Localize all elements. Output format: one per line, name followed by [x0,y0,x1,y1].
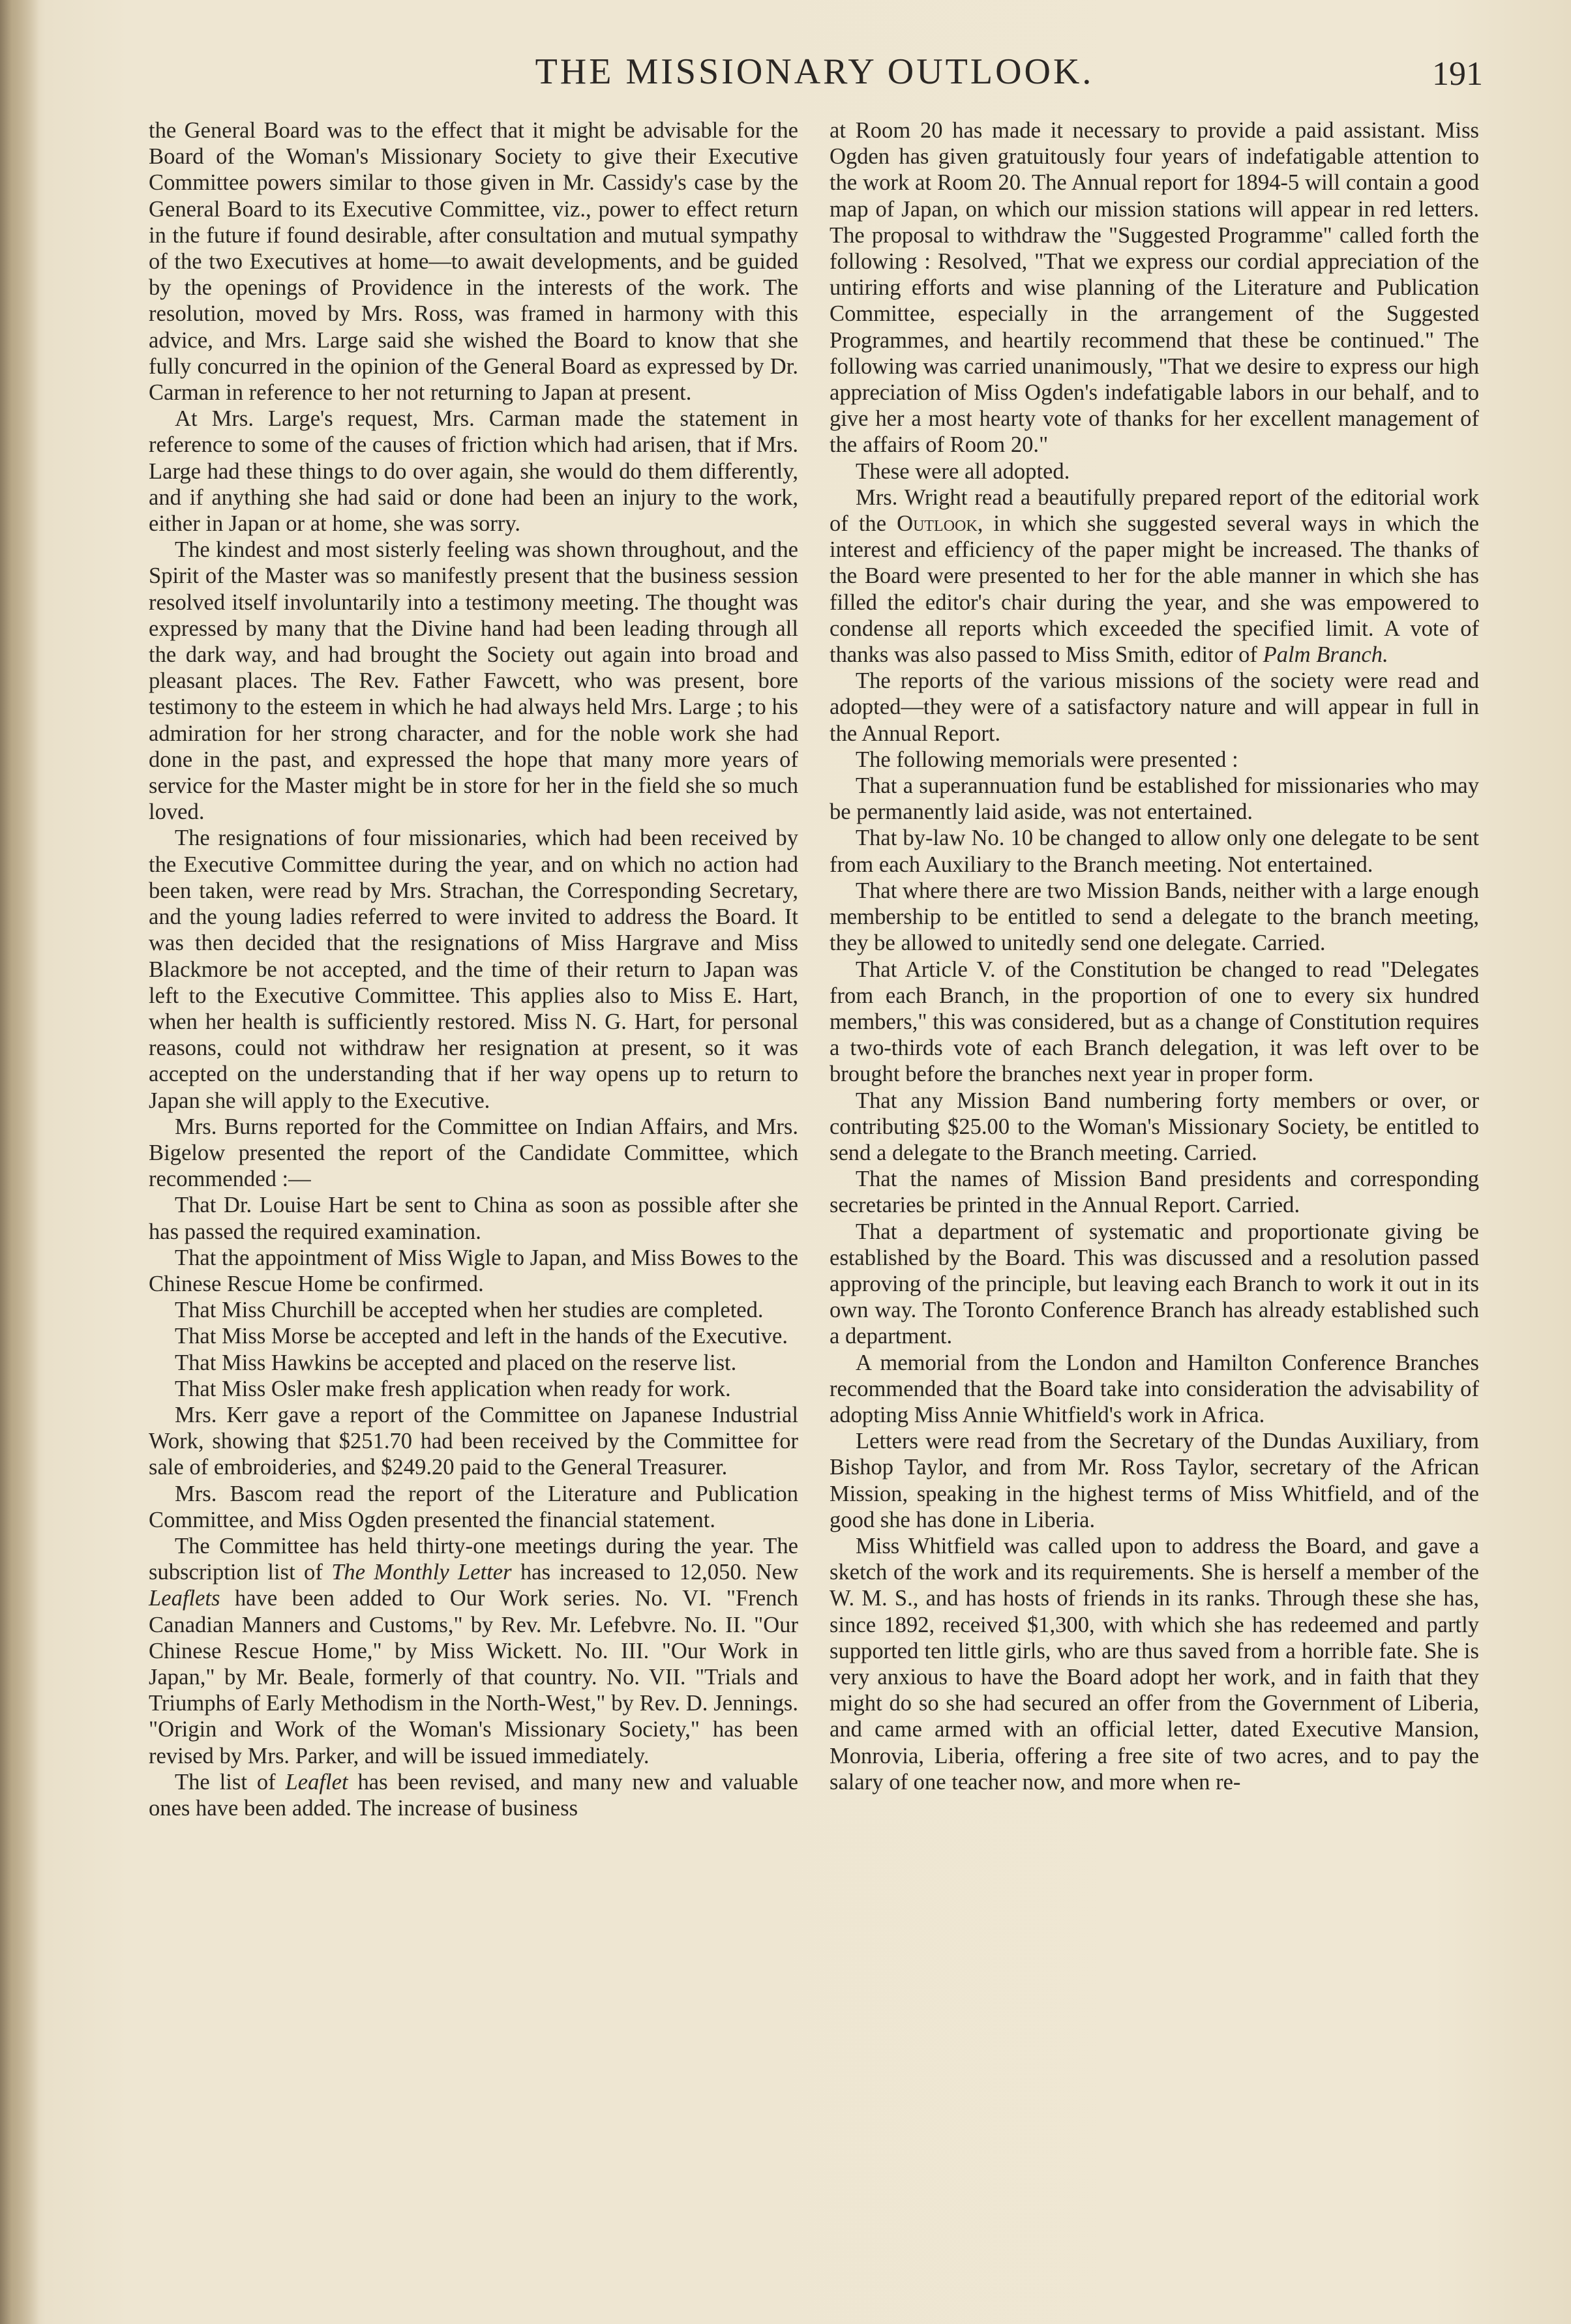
paragraph: Miss Whitfield was called upon to address the Board, and gave a sketch of the work and its requirements. She is herself a member of the W. M. S., and has hosts of friends in its ranks. Through these she has, since 1892, received $1,300, with which she has redeemed and partly supported ten little girls, who are thus saved from a horrible fate. She is very anxious to have the Board adopt her work, and in faith that they might do so she had secured an offer from the Government of Liberia, and came armed with an official letter, dated Executive Mansion, Monrovia, Liberia, offering a free site of two acres, and to pay the salary of one teacher now, and more when re- [830,1533,1479,1795]
paragraph: The following memorials were presented : [856,747,1238,772]
paragraph: The resignations of four missionaries, which had been received by the Executive Committee during the year, and on which no action had been taken, were read by Mrs. Strachan, the Corresponding Secretary, and the young ladies referred to were invited to address the Board. It was then decided that the resignations of Miss Hargrave and Miss Blackmore be not accepted, and the time of their return to Japan was left to the Executive Committee. This applies also to Miss E. Hart, when her health is sufficiently restored. Miss N. G. Hart, for personal reasons, could not withdraw her resignation at present, so it was accepted on the understanding that if her way opens up to return to Japan she will apply to the Executive. [149,826,798,1113]
paragraph: Letters were read from the Secretary of the Dundas Auxiliary, from Bishop Taylor, and from Mr. Ross Taylor, secretary of the African Mission, speaking in the highest terms of Miss Whitfield, and of the good she has done in Liberia. [830,1429,1479,1532]
paragraph: That Miss Hawkins be accepted and placed on the reserve list. [175,1350,737,1375]
paragraph: That Miss Osler make fresh application when ready for work. [175,1376,731,1401]
paragraph: That Dr. Louise Hart be sent to China as soon as possible after she has passed the required examination. [149,1193,798,1244]
publication-title: Leaflet [285,1769,348,1795]
right-column [830,117,1479,1795]
paragraph: That Article V. of the Constitution be changed to read "Delegates from each Branch, in the proportion of one to every six hundred members," this was considered, but as a change of Constitution requires a two-thirds vote of each Branch delegation, it was left over to be brought before the branches next year in proper form. [830,957,1479,1087]
paragraph: At Mrs. Large's request, Mrs. Carman made the statement in reference to some of the causes of friction which had arisen, that if Mrs. Large had these things to do over again, she would do them differently, and if anything she had said or done had been an injury to the work, either in Japan or at home, she was sorry. [149,406,798,537]
publication-title: The Monthly Letter [331,1560,512,1585]
paragraph: Mrs. Bascom read the report of the Literature and Publication Committee, and Miss Ogden presented the financial statement. [149,1481,798,1532]
text-run: The list of [175,1769,286,1795]
paragraph: the General Board was to the effect that it might be advisable for the Board of the Woman's Missionary Society to give their Executive Committee powers similar to those given in Mr. Cassidy's case by the General Board to its Executive Committee, viz., power to effect return in the future if found desirable, after consultation and mutual sympathy of the two Executives at home—to await developments, and be guided by the openings of Providence in the interests of the work. The resolution, moved by Mrs. Ross, was framed in harmony with this advice, and Mrs. Large said she wished the Board to know that she fully concurred in the opinion of the General Board as expressed by Dr. Carman in reference to her not returning to Japan at present. [149,118,798,406]
paragraph: That any Mission Band numbering forty members or over, or contributing $25.00 to the Woman's Missionary Society, be entitled to send a delegate to the Branch meeting. Carried. [830,1088,1479,1165]
text-run: , in which she suggested several ways in which the interest and efficiency of the paper might be increased. The thanks of the Board were presented to her for the able manner in which she has filled the editor's chair during the year, and she was empowered to condense all reports which exceeded the specified limit. A vote of thanks was also passed to Miss Smith, editor of [830,511,1479,668]
left-column [149,117,798,1821]
paragraph: Mrs. Kerr gave a report of the Committee on Japanese Industrial Work, showing that $251.70 had been received by the Committee for sale of embroideries, and $249.20 paid to the General Treasurer. [149,1402,798,1480]
paragraph: The kindest and most sisterly feeling was shown throughout, and the Spirit of the Master was so manifestly present that the business session resolved itself involuntarily into a testimony meeting. The thought was expressed by many that the Divine hand had been leading through all the dark way, and had brought the Society out again into broad and pleasant places. The Rev. Father Fawcett, who was present, bore testimony to the esteem in which he had always held Mrs. Large ; to his admiration for her strong character, and for the noble work she had done in the past, and expressed the hope that many more years of service for the Master might be in store for her in the field she so much loved. [149,537,798,825]
book-gutter-shadow [0,0,39,2324]
text-run: The Committee has held thirty-one meetings during the year. The subscription list of [149,1533,798,1585]
publication-title: Leaflets [149,1586,220,1611]
publication-title: Palm Branch. [1263,642,1388,668]
text-run: have been added to Our Work series. No. VI. "French Canadian Manners and Customs," by Rev. Mr. Lefebvre. No. II. "Our Chinese Rescue Home," by Miss Wickett. No. III. "Our Work in Japan," by Mr. Beale, formerly of that country. No. VII. "Trials and Triumphs of Early Methodism in the North-West," by Rev. D. Jennings. "Origin and Work of the Woman's Missionary Society," has been revised by Mrs. Parker, and will be issued immediately. [149,1586,798,1768]
paragraph: That the appointment of Miss Wigle to Japan, and Miss Bowes to the Chinese Rescue Home be confirmed. [149,1245,798,1296]
paragraph: That by-law No. 10 be changed to allow only one delegate to be sent from each Auxiliary to the Branch meeting. Not entertained. [830,826,1479,877]
paragraph: Mrs. Burns reported for the Committee on Indian Affairs, and Mrs. Bigelow presented the report of the Candidate Committee, which recommended :— [149,1114,798,1192]
paragraph: That a superannuation fund be established for missionaries who may be permanently laid aside, was not entertained. [830,773,1479,825]
text-run: has increased to 12,050. New [511,1560,798,1585]
paragraph: The reports of the various missions of the society were read and adopted—they were of a satisfactory nature and will appear in full in the Annual Report. [830,668,1479,746]
text-run: has been revised, and many new and valuable ones have been added. The increase of business [149,1769,798,1821]
paragraph: That the names of Mission Band presidents and corresponding secretaries be printed in the Annual Report. Carried. [830,1167,1479,1218]
paragraph: A memorial from the London and Hamilton Conference Branches recommended that the Board take into consideration the advisability of adopting Miss Annie Whitfield's work in Africa. [830,1350,1479,1427]
paragraph: That Miss Morse be accepted and left in the hands of the Executive. [175,1324,788,1349]
paragraph [149,1769,798,1821]
page-number: 191 [1432,55,1483,93]
text-run: Mrs. Wright read a beautifully prepared report of the editorial work of the [830,484,1479,537]
paragraph: That Miss Churchill be accepted when her studies are completed. [175,1298,764,1323]
paragraph: at Room 20 has made it necessary to provide a paid assistant. Miss Ogden has given gratuitously four years of indefatigable attention to the work at Room 20. The Annual report for 1894-5 will contain a good map of Japan, on which our mission stations will appear in red letters. The proposal to withdraw the "Suggested Programme" called forth the following : Resolved, "That we express our cordial appreciation of the untiring efforts and wise planning of the Literature and Publication Committee, especially in the arrangement of the Suggested Programmes, and heartily recommend that these be continued." The following was carried unanimously, "That we desire to express our high appreciation of Miss Ogden's indefatigable labors in our behalf, and to give her a most hearty vote of thanks for her excellent management of the affairs of Room 20." [830,118,1479,458]
paragraph [149,1533,798,1769]
paragraph: These were all adopted. [856,458,1070,484]
paragraph [830,484,1479,668]
running-title: THE MISSIONARY OUTLOOK. [535,52,1094,92]
paragraph: That a department of systematic and proportionate giving be established by the Board. This was discussed and a resolution passed approving of the principle, but leaving each Branch to work it out in its own way. The Toronto Conference Branch has already established such a department. [830,1219,1479,1349]
paragraph: That where there are two Mission Bands, neither with a large enough membership to be entitled to send a delegate to the branch meeting, they be allowed to unitedly send one delegate. Carried. [830,878,1479,956]
publication-title: Outlook [897,511,978,537]
page-header [146,51,1483,97]
